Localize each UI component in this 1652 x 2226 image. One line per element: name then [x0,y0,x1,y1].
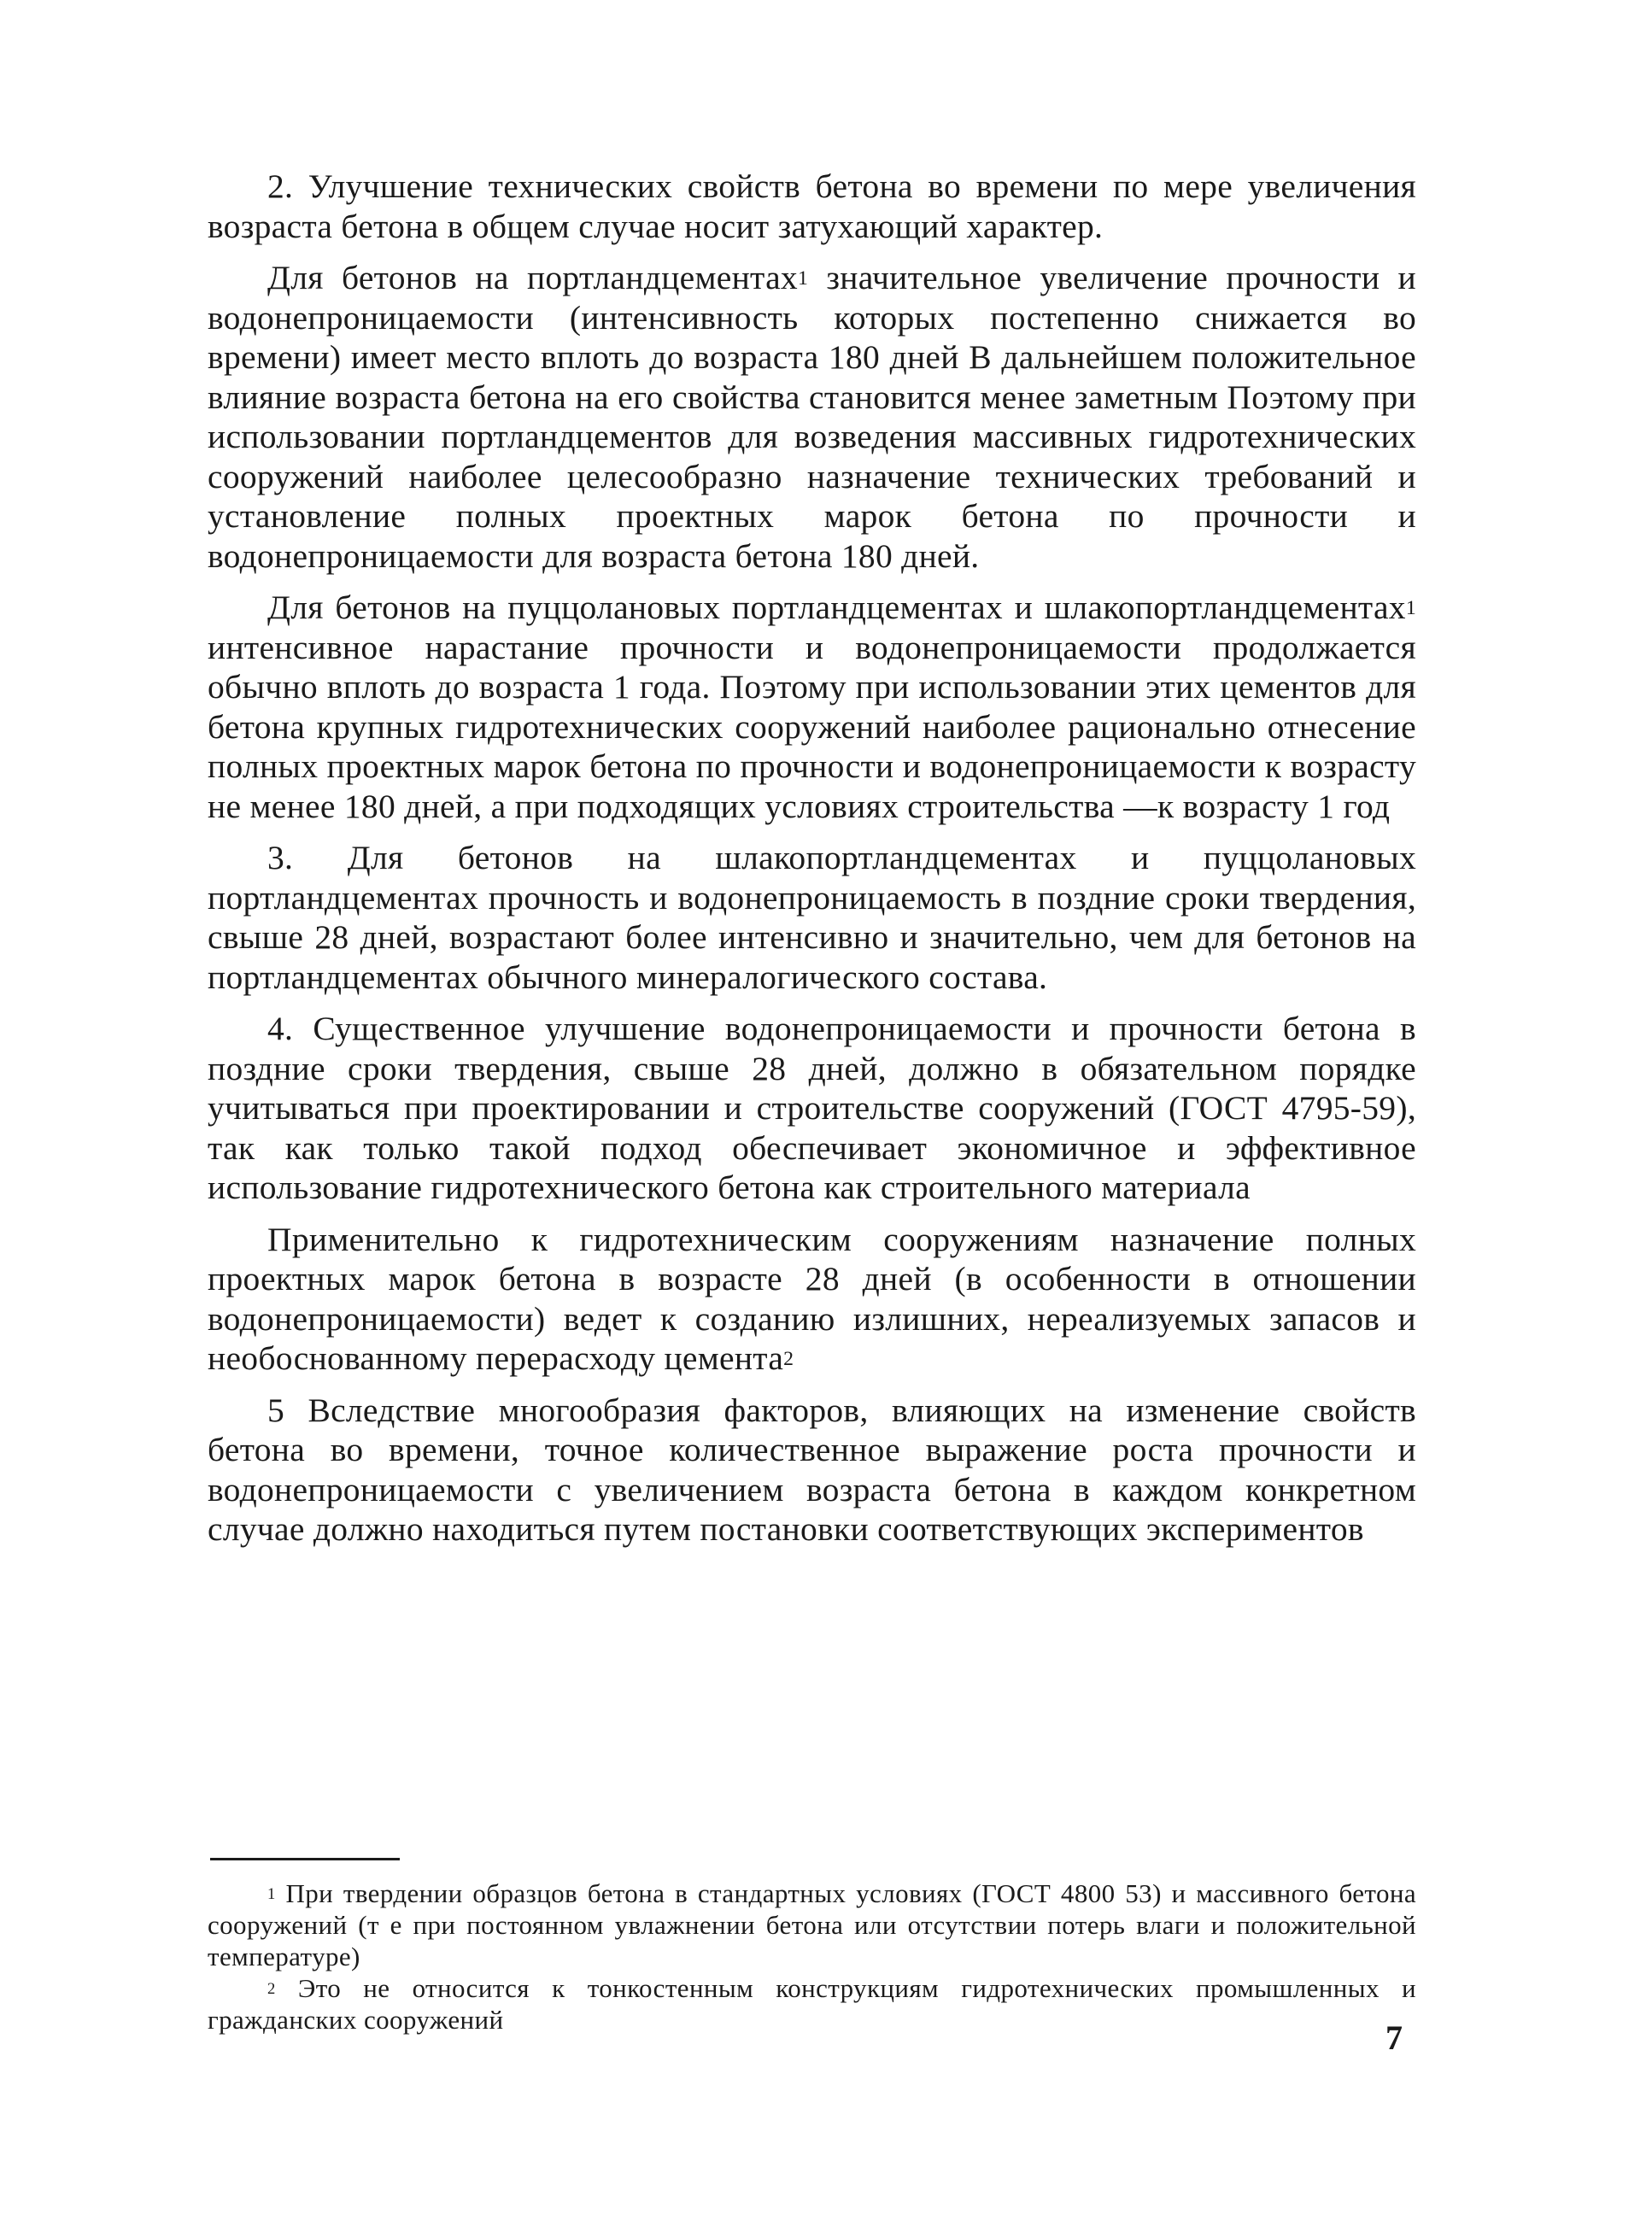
footnote-reference: 2 [783,1348,794,1371]
footnote-marker: 1 [267,1885,276,1904]
body-text [208,167,1416,1561]
paragraph: 2. Улучшение технических свойств бетона во времени по мере увеличения возраста бетона в общем случае носит затухающий характер. [208,167,1416,245]
footnote-marker: 2 [267,1980,276,1999]
footnote [208,1877,1416,1972]
footnotes [208,1877,1416,2036]
paragraph: Применительно к гидротехническим сооружениям назначение полных проектных марок бетона в возрасте 28 дней (в особенности в отношении водонепроницаемости) ведет к созданию излишних, нереализуемых запасов и необоснованному перерасходу цемента$^2$ [208,1220,1416,1377]
page-number: 7 [1385,2018,1403,2057]
footnote [208,1972,1416,2036]
footnote-text: При твердении образцов бетона в стандартных условиях (ГОСТ 4800 53) и массивного бетона сооружений (т е при постоянном увлажнении бетона или отсутствии потерь влаги и положительной температуре) [208,1878,1416,1971]
paragraph: Для бетонов на пуццолановых портландцементах и шлакопортландцементах$^1$ интенсивное нарастание прочности и водонепроницаемости продолжается обычно вплоть до возраста 1 года. Поэтому при использовании этих цементов для бетона крупных гидротехнических сооружений наиболее рационально отнесение полных проектных марок бетона по прочности и водонепроницаемости к возрасту не менее 180 дней, а при подходящих условиях строительства —к возрасту 1 год [208,589,1416,825]
footnote-reference: 1 [797,267,809,290]
paragraph: 5 Вследствие многообразия факторов, влияющих на изменение свойств бетона во времени, точное количественное выражение роста прочности и водонепроницаемости с увеличением возраста бетона в каждом конкретном случае должно находиться путем постановки соответствующих экспериментов [208,1391,1416,1548]
footnote-separator [210,1858,400,1860]
paragraph: 4. Существенное улучшение водонепроницаемости и прочности бетона в поздние сроки твердения, свыше 28 дней, должно в обязательном порядке учитываться при проектировании и строительстве сооружений (ГОСТ 4795-59), так как только такой подход обеспечивает экономичное и эффективное использование гидротехнического бетона как строительного материала [208,1010,1416,1206]
paragraph: Для бетонов на портландцементах$^1$ значительное увеличение прочности и водонепроницаемости (интенсивность которых постепенно снижается во времени) имеет место вплоть до возраста 180 дней В дальнейшем положительное влияние возраста бетона на его свойства становится менее заметным Поэтому при использовании портландцементов для возведения массивных гидротехнических сооружений наиболее целесообразно назначение технических требований и установление полных проектных марок бетона по прочности и водонепроницаемости для возраста бетона 180 дней. [208,259,1416,575]
paragraph: 3. Для бетонов на шлакопортландцементах и пуццолановых портландцементах прочность и водонепроницаемость в поздние сроки твердения, свыше 28 дней, возрастают более интенсивно и значительно, чем для бетонов на портландцементах обычного минералогического состава. [208,839,1416,996]
footnote-text: Это не относится к тонкостенным конструкциям гидротехнических промышленных и гражданских сооружений [208,1973,1416,2035]
footnote-reference: 1 [1405,597,1416,620]
